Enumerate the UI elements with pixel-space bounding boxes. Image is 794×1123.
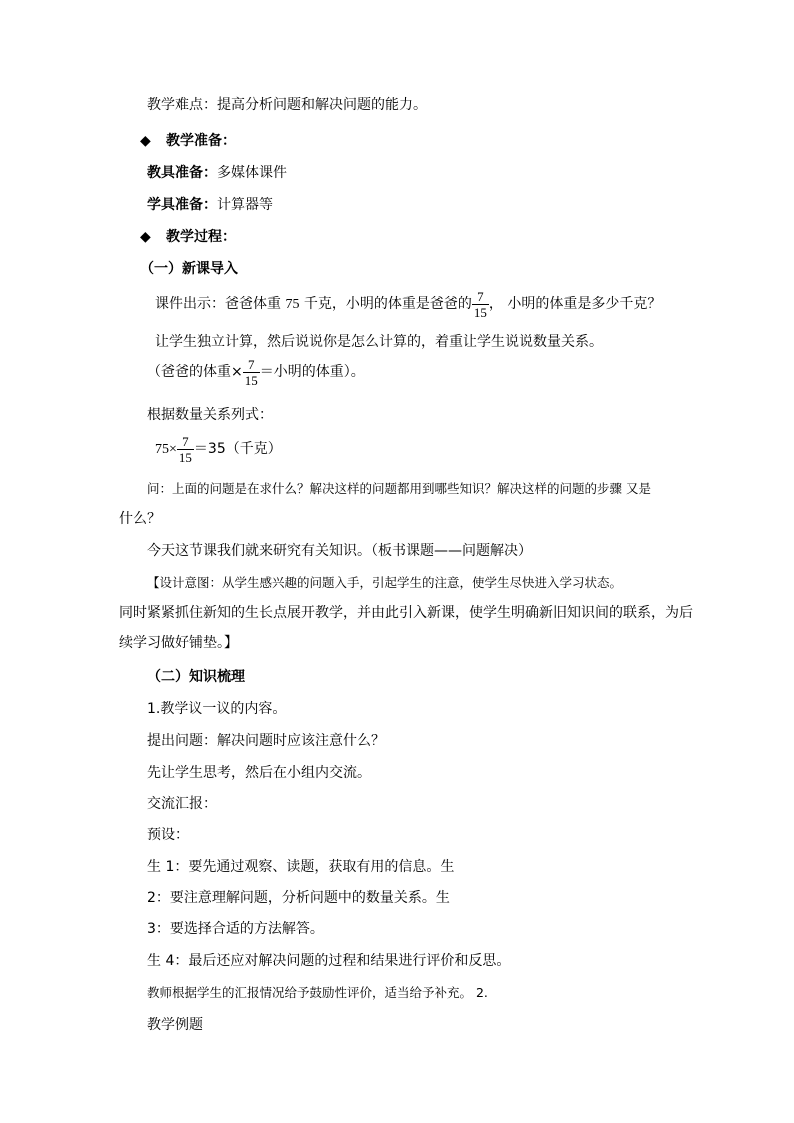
question-line1: 问：上面的问题是在求什么？解决这样的问题都用到哪些知识？解决这样的问题的步骤 又是 [147,481,651,496]
teacher-tools-line [147,163,287,183]
formula-intro: 根据数量关系列式： [147,407,273,423]
process-heading-line [140,227,236,247]
relation-prefix: （爸爸的体重× [147,364,243,380]
today-intro: 今天这节课我们就来研究有关知识。（板书课题——问题解决） [147,543,532,559]
fraction [472,289,489,320]
independent-calc: 让学生独立计算，然后说说你是怎么计算的，着重让学生说说数量关系。 [155,334,603,350]
teaching-example: 教学例题 [147,1017,203,1033]
diamond-bullet-icon: ◆ [140,229,151,245]
student-answer-4: 生 4：最后还应对解决问题的过程和结果进行评价和反思。 [147,953,511,969]
fraction-denominator: 15 [473,304,487,320]
courseware-problem [155,285,661,324]
student-tools-label: 学具准备： [147,197,217,213]
design-intent-line3: 续学习做好铺垫。】 [119,635,238,651]
report-label: 交流汇报： [147,796,217,812]
think-exchange: 先让学生思考，然后在小组内交流。 [147,765,371,781]
section2-heading: （二）知识梳理 [147,669,245,685]
item1: 1.教学议一议的内容。 [147,701,287,717]
fraction-denominator: 15 [178,449,192,465]
student-answer-2: 2：要注意理解问题，分析问题中的数量关系。生 [147,890,450,906]
relation-suffix: ＝小明的体重）。 [259,364,365,380]
process-heading: 教学过程： [166,229,236,245]
student-tools-value: 计算器等 [217,197,273,213]
fraction-numerator: 7 [477,288,484,304]
fraction [177,434,194,465]
courseware-suffix: ， 小明的体重是多少千克？ [488,296,662,312]
preset-label: 预设： [147,827,189,843]
fraction-numerator: 7 [182,433,189,449]
teacher-tools-label: 教具准备： [147,165,217,181]
fraction [243,357,260,388]
teacher-tools-value: 多媒体课件 [217,165,287,181]
teacher-evaluation: 教师根据学生的汇报情况给予鼓励性评价，适当给予补充。 2. [147,985,488,1000]
courseware-weight: 75 [285,297,300,312]
student-answer-1: 生 1：要先通过观察、读题，获取有用的信息。生 [147,859,455,875]
student-answer-3: 3：要选择合适的方法解答。 [147,921,324,937]
student-tools-line [147,195,273,215]
formula [155,430,282,469]
quantity-relation [147,353,365,391]
courseware-mid: 千克，小明的体重是爸爸的 [299,296,472,312]
formula-suffix: ＝35（千克） [193,441,282,457]
question-line2: 什么？ [119,511,161,527]
teaching-difficulty: 教学难点：提高分析问题和解决问题的能力。 [147,97,427,113]
formula-prefix: 75× [155,442,177,457]
diamond-bullet-icon: ◆ [140,133,151,149]
design-intent-line1: 【设计意图：从学生感兴趣的问题入手，引起学生的注意，使学生尽快进入学习状态。 [147,575,623,590]
courseware-prefix: 课件出示：爸爸体重 [155,296,286,312]
fraction-denominator: 15 [244,372,258,388]
section1-heading: （一）新课导入 [140,261,238,277]
design-intent-line2: 同时紧紧抓住新知的生长点展开教学，并由此引入新课，使学生明确新旧知识间的联系，为后 [119,605,693,621]
prep-heading-line [140,131,236,151]
fraction-numerator: 7 [247,356,255,372]
prep-heading: 教学准备： [166,133,236,149]
ask-question: 提出问题：解决问题时应该注意什么？ [147,733,385,749]
